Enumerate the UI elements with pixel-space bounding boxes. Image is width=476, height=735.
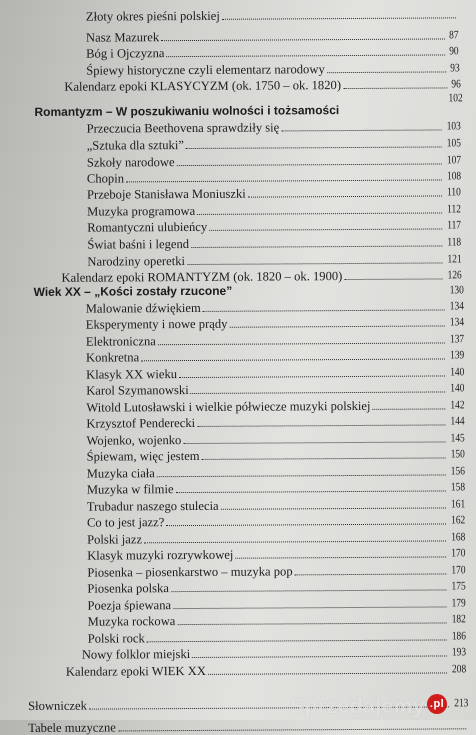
- toc-entry: Wojenko, wojenko 145: [86, 432, 465, 448]
- toc-entry: Przeczucia Beethovena sprawdziły się 103: [86, 120, 461, 136]
- toc-entry: Klasyk XX wieku 140: [86, 366, 465, 382]
- toc-entry: Romantyczni ulubieńcy 117: [87, 219, 462, 235]
- toc-entry: Nasz Mazurek 87: [85, 29, 459, 45]
- toc-entry: Polski rock 186: [87, 630, 466, 646]
- toc-entry: Tabele muzyczne: [28, 718, 468, 735]
- toc-entry: Piosenka polska 175: [87, 580, 466, 596]
- toc-entry: Piosenka – piosenkarstwo – muzyka pop 170: [87, 564, 466, 580]
- toc-entry: Elektroniczna 137: [85, 333, 464, 349]
- toc-entry: Nowy folklor miejski 193: [81, 646, 466, 662]
- toc-entry: Muzyka w filmie 158: [86, 481, 465, 497]
- toc-entry: Słowniczek 213: [28, 697, 469, 713]
- watermark-badge: .pl: [427, 694, 447, 714]
- toc-entry: Malowanie dźwiękiem 134: [85, 300, 464, 316]
- toc-entry: „Sztuka dla sztuki” 105: [86, 137, 461, 153]
- toc-entry: Trubadur naszego stulecia 161: [86, 498, 465, 514]
- toc-entry: Złoty okres pieśni polskiej: [86, 7, 458, 23]
- toc-entry: Bóg i Ojczyzna 90: [86, 45, 459, 61]
- toc-entry: Polski jazz 168: [87, 531, 466, 547]
- toc-entry: Konkretna 139: [85, 349, 465, 365]
- toc-entry: Co to jest jazz? 162: [86, 514, 466, 530]
- toc-entry: Karol Szymanowski 140: [86, 382, 465, 398]
- section-heading-romantyzm: Romantyzm – W poszukiwaniu wolności i tożsamości: [34, 103, 340, 119]
- section-page-number: 102: [448, 92, 463, 105]
- toc-entry: Poezja śpiewana 179: [87, 597, 466, 613]
- toc-entry: Witold Lutosławski i wielkie półwiecze muzyki polskiej 142: [86, 398, 465, 415]
- toc-entry: Śpiewam, więc jestem 150: [86, 448, 465, 464]
- toc-entry: Eksperymenty i nowe prądy 134: [85, 316, 464, 332]
- toc-entry: Muzyka programowa 112: [87, 203, 462, 219]
- toc-entry: Świat baśni i legend 118: [87, 236, 462, 252]
- toc-entry: Muzyka rockowa 182: [87, 613, 466, 629]
- section-heading-wiek-xx: Wiek XX – „Kości zostały rzucone”: [33, 283, 233, 299]
- toc-entry: Kalendarz epoki KLASYCYZM (ok. 1750 – ok. 1820) 96: [64, 78, 461, 94]
- toc-entry: Szkoły narodowe 107: [86, 154, 461, 170]
- toc-entry: Narodziny operetki 121: [87, 253, 462, 269]
- toc-entry: Krzysztof Penderecki 144: [86, 415, 465, 431]
- toc-entry: Muzyka ciała 156: [86, 465, 465, 481]
- toc-entry: Przeboje Stanisława Moniuszki 110: [86, 186, 462, 202]
- toc-entry: Klasyk muzyki rozrywkowej 170: [87, 547, 466, 563]
- toc-entry: Chopin 108: [86, 170, 461, 186]
- section-page-number: 130: [449, 284, 464, 297]
- watermark-logo: Sprzedajemy .pl: [290, 694, 447, 719]
- toc-entry: Śpiewy historyczne czyli elementarz narodowy 93: [86, 62, 460, 78]
- toc-entry: Kalendarz epoki ROMANTYZM (ok. 1820 – ok. 1900) 126: [61, 269, 462, 285]
- toc-entry: Kalendarz epoki WIEK XX 208: [65, 663, 466, 679]
